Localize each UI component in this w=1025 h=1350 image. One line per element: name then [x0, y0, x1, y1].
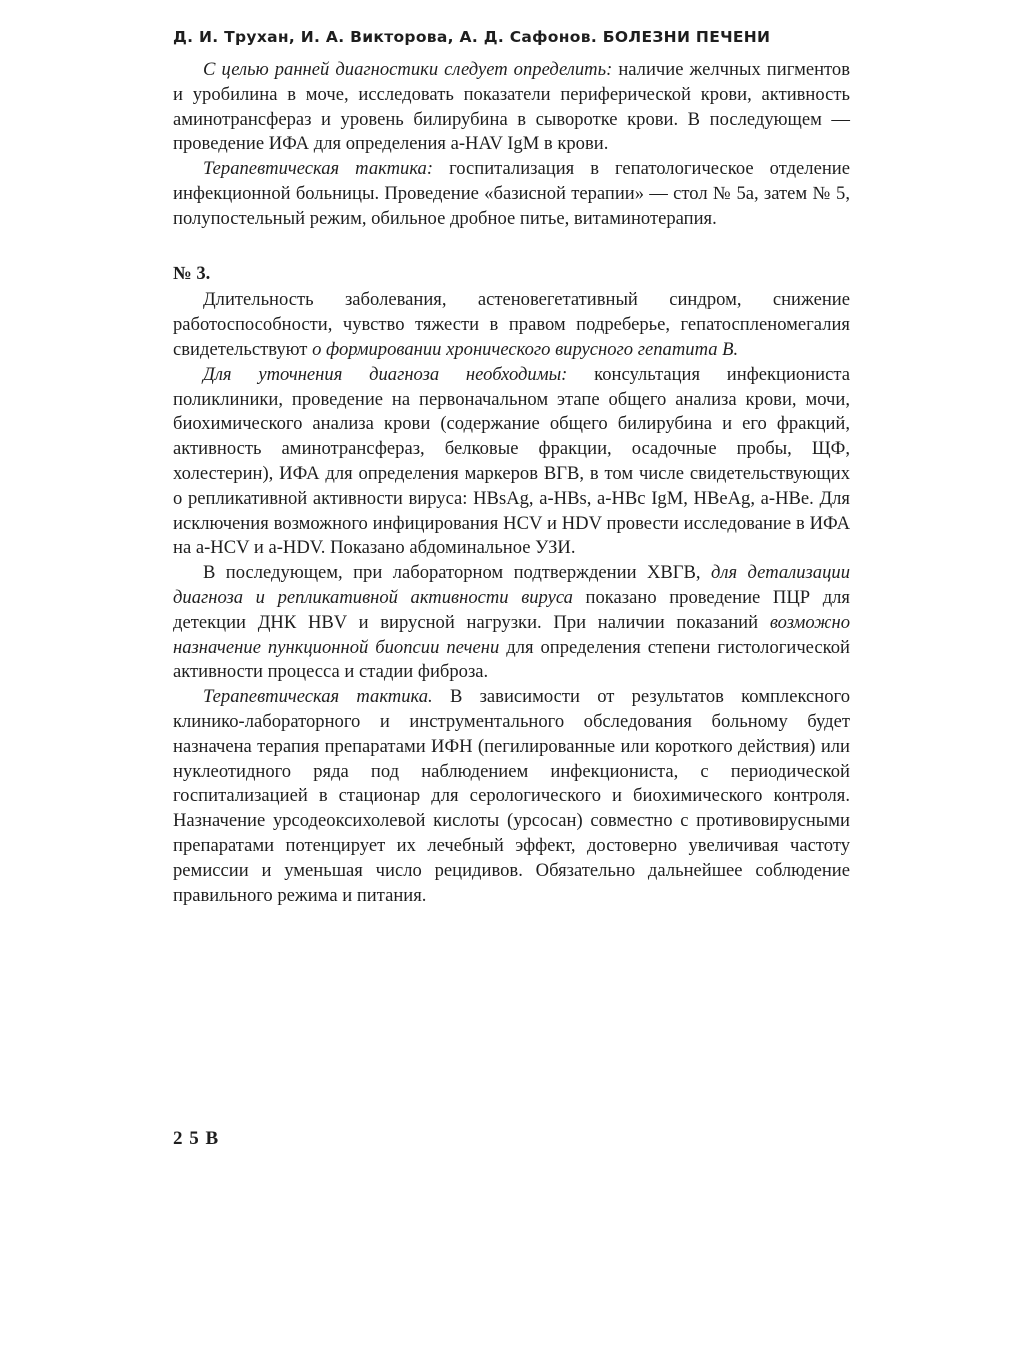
paragraph-lead-italic: Терапевтическая тактика.	[203, 686, 433, 708]
paragraph-therapeutic-tactics	[173, 157, 850, 231]
paragraph-italic-phrase: для детализации диагноза и репликативной активности вируса	[173, 562, 850, 608]
paragraph-diagnosis-clarification	[173, 363, 850, 561]
paragraph-lead-italic: Терапевтическая тактика:	[203, 158, 434, 180]
paragraph-followup	[173, 561, 850, 685]
paragraph-text: Длительность заболевания, астеновегетативный синдром, снижение работоспособности, чувство тяжести в правом подреберье, гепатоспленомегалия свидетельствуют	[173, 289, 850, 360]
paragraph-diagnosis-conclusion	[173, 288, 850, 362]
paragraph-text: консультация инфекциониста поликлиники, проведение на первоначальном этапе общего анализа крови, мочи, биохимического анализа крови (содержание общего билирубина и его фракций, активность аминотрансфераз, белковые фракции, осадочные пробы, ЩФ, холестерин), ИФА для определения маркеров ВГВ, в том числе свидетельствующих о репликативной активности вируса: HBsAg, a-HBs, a-HBc IgM, HBeAg, a-HBe. Для исключения возможного инфицирования HCV и HDV провести исследование в ИФА на a-HCV и a-HDV. Показано абдоминальное УЗИ.	[173, 363, 850, 559]
paragraph-text: для определения степени гистологической активности процесса и стадии фиброза.	[173, 636, 850, 683]
paragraph-early-diagnosis	[173, 58, 850, 157]
paragraph-lead-italic: Для уточнения диагноза необходимы:	[203, 363, 568, 385]
body-text	[173, 58, 850, 232]
paragraph-lead-italic: С целью ранней диагностики следует определить:	[203, 59, 613, 80]
paragraph-therapeutic-tactics	[173, 685, 850, 908]
paragraph-text: госпитализация в гепатологическое отделение инфекционной больницы. Проведение «базисной терапии» — стол № 5а, затем № 5, полупостельный режим, обильное дробное питье, витаминотерапия.	[173, 158, 850, 229]
paragraph-text: показано проведение ПЦР для детекции ДНК HBV и вирусной нагрузки. При наличии показаний	[173, 586, 850, 633]
page-number: 2 5 B	[173, 1128, 220, 1149]
page-content	[173, 28, 850, 908]
paragraph-italic-conclusion: о формировании хронического вирусного гепатита В.	[312, 338, 739, 360]
paragraph-text: наличие желчных пигментов и уробилина в моче, исследовать показатели периферической крови, активность аминотрансфераз и уровень билирубина в сыворотке крови. В последующем — проведение ИФА для определения a-HAV IgM в крови.	[173, 59, 850, 155]
paragraph-italic-phrase: возможно назначение пункционной биопсии печени	[173, 611, 850, 658]
paragraph-text: В последующем, при лабораторном подтверждении ХВГВ,	[203, 562, 711, 584]
running-head: Д. И. Трухан, И. А. Викторова, А. Д. Сафонов. БОЛЕЗНИ ПЕЧЕНИ	[173, 28, 771, 46]
case-number-heading: № 3.	[173, 262, 211, 284]
case-body-text	[173, 288, 850, 908]
paragraph-text: В зависимости от результатов комплексного клинико-лабораторного и инструментального обследования больному будет назначена терапия препаратами ИФН (пегилированные или короткого действия) или нуклеотидного ряда под наблюдением инфекциониста, с периодической госпитализацией в стационар для серологического и биохимического контроля. Назначение урсодеоксихолевой кислоты (урсосан) совместно с противовирусными препаратами потенцирует их лечебный эффект, достоверно увеличивая частоту ремиссии и уменьшая число рецидивов. Обязательно дальнейшее соблюдение правильного режима и питания.	[173, 686, 850, 906]
